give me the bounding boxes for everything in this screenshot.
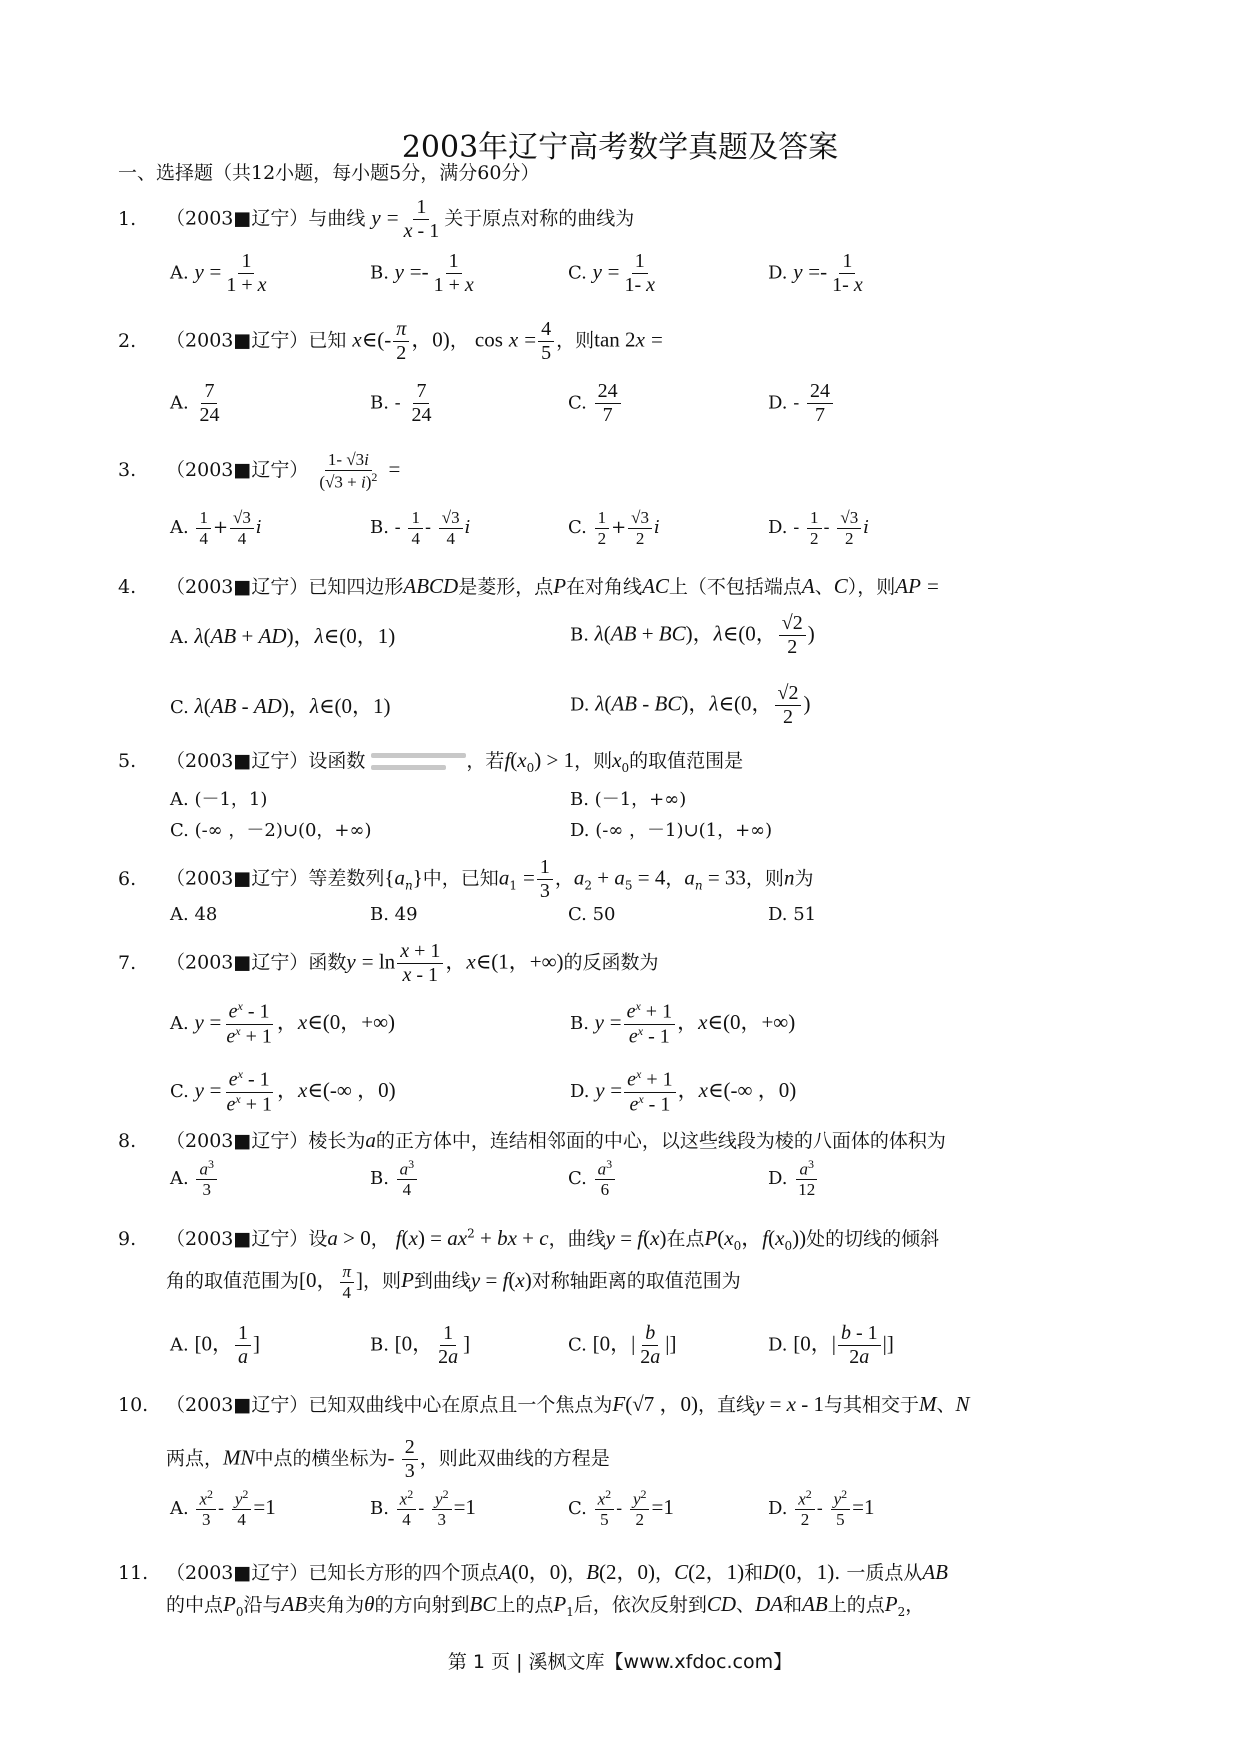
section-heading: 一、选择题（共12小题，每小题5分，满分60分） bbox=[118, 162, 540, 184]
q2-option-a: A. $\frac{7}{24}$ bbox=[170, 380, 220, 426]
q4-option-a: A. λ(AB + AD)，λ∈(0，1) bbox=[170, 624, 396, 648]
q9-option-c: C. [0，| $\frac{b}{2a}$ |] bbox=[568, 1322, 677, 1368]
q1-option-c: C. y = $\frac{1}{1- x}$ bbox=[568, 250, 656, 296]
question-3: 3. （2003■辽宁） $\frac{1- √3i}{(√3 + i)^2}$ = bbox=[118, 450, 401, 492]
question-7: 7. （2003■辽宁）函数y = ln $\frac{x + 1}{x - 1}$ ，x∈(1，+∞)的反函数为 bbox=[118, 940, 659, 986]
q5-option-a: A. (－1，1) bbox=[170, 789, 268, 810]
q4-option-c: C. λ(AB - AD)，λ∈(0，1) bbox=[170, 694, 391, 718]
q4-option-b: B. λ(AB + BC)，λ∈(0， $\frac{√2}{2}$ ) bbox=[570, 612, 815, 658]
q7-option-d: D. y = $\frac{e^x + 1}{e^x - 1}$ ，x∈(-∞ ，0) bbox=[570, 1067, 797, 1116]
q10-option-b: B. $\frac{x^2}{4}$ - $\frac{y^2}{3}$ =1 bbox=[370, 1487, 476, 1530]
q3-option-b: B. - $\frac{1}{4}$ - $\frac{√3}{4}$ i bbox=[370, 508, 471, 548]
q2-option-d: D. - $\frac{24}{7}$ bbox=[768, 380, 835, 427]
page-title: 2003年辽宁高考数学真题及答案 bbox=[401, 130, 839, 165]
question-10: 10. （2003■辽宁）已知双曲线中心在原点且一个焦点为F(√7 ，0)，直线y = x - 1与其相交于M、N bbox=[118, 1392, 970, 1416]
question-6: 6. （2003■辽宁）等差数列$\{a_n\}$中，已知$a_1$ = $\frac{1}{3}$ ，$a_2 + a_5 = 4$，$a_n = 33$，则n为 bbox=[118, 856, 814, 902]
q6-option-c: C. 50 bbox=[568, 904, 616, 925]
q6-option-a: A. 48 bbox=[170, 904, 218, 925]
question-11: 11. （2003■辽宁）已知长方形的四个顶点A(0，0)，B(2，0)，C(2，1)和D(0，1). 一质点从AB bbox=[118, 1560, 949, 1584]
page-footer: 第 1 页 | 溪枫文库【www.xfdoc.com】 bbox=[447, 1651, 793, 1673]
q10-option-c: C. $\frac{x^2}{5}$ - $\frac{y^2}{2}$ =1 bbox=[568, 1487, 674, 1530]
q1-option-a: A. y = $\frac{1}{1 + x}$ bbox=[170, 250, 267, 296]
question-9-line-2: 角的取值范围为[0， $\frac{\pi}{4}$ ]，则P到曲线y = f(x)对称轴距离的取值范围为 bbox=[166, 1262, 741, 1302]
q9-option-d: D. [0，| $\frac{b - 1}{2a}$ |] bbox=[768, 1322, 894, 1368]
q2-option-c: C. $\frac{24}{7}$ bbox=[568, 380, 623, 427]
piecewise-function-image bbox=[371, 747, 466, 777]
source-tag: （2003■辽宁） bbox=[166, 207, 309, 230]
q1-option-b: B. y =- $\frac{1}{1 + x}$ bbox=[370, 250, 474, 296]
q8-option-b: B. $\frac{a^3}{4}$ bbox=[370, 1158, 419, 1200]
q10-option-a: A. $\frac{x^2}{3}$ - $\frac{y^2}{4}$ =1 bbox=[170, 1487, 276, 1530]
q4-option-d: D. λ(AB - BC)，λ∈(0， $\frac{√2}{2}$ ) bbox=[570, 682, 811, 728]
q8-option-d: D. $\frac{a^3}{12}$ bbox=[768, 1157, 816, 1200]
q3-option-a: A. $\frac{1}{4}$ + $\frac{√3}{4}$ i bbox=[170, 508, 262, 548]
q6-option-d: D. 51 bbox=[768, 904, 817, 925]
question-1: 1. （2003■辽宁）与曲线 y = $\frac{1}{x - 1}$ 关于原点对称的曲线为 bbox=[118, 196, 635, 242]
question-10-line-2: 两点，MN中点的横坐标为- $\frac{2}{3}$ ，则此双曲线的方程是 bbox=[166, 1436, 610, 1482]
q3-option-d: D. - $\frac{1}{2}$ - $\frac{√3}{2}$ i bbox=[768, 508, 869, 548]
question-5: 5. （2003■辽宁）设函数 ，若$f(x_0) > 1$，则$x_0$的取值范围是 bbox=[118, 746, 743, 777]
q6-option-b: B. 49 bbox=[370, 904, 418, 925]
q2-option-b: B. - $\frac{7}{24}$ bbox=[370, 380, 432, 426]
q8-option-a: A. $\frac{a^3}{3}$ bbox=[170, 1158, 219, 1200]
q3-option-c: C. $\frac{1}{2}$ + $\frac{√3}{2}$ i bbox=[568, 508, 660, 548]
q5-option-b: B. (－1，+∞) bbox=[570, 789, 687, 810]
question-9: 9. （2003■辽宁）设a > 0， $f(x) = ax^2$ + bx + c，曲线y = f(x)在点$P(x_0$，$f(x_0)$)处的切线的倾斜 bbox=[118, 1226, 940, 1253]
q8-option-c: C. $\frac{a^3}{6}$ bbox=[568, 1158, 617, 1200]
q7-option-a: A. y = $\frac{e^x - 1}{e^x + 1}$ ，x∈(0，+∞) bbox=[170, 999, 396, 1048]
q9-option-b: B. [0， $\frac{1}{2a}$ ] bbox=[370, 1322, 471, 1368]
q10-option-d: D. $\frac{x^2}{2}$ - $\frac{y^2}{5}$ =1 bbox=[768, 1487, 875, 1530]
q5-option-d: D. (-∞ ，－1)∪(1，+∞) bbox=[570, 820, 773, 841]
question-8: 8. （2003■辽宁）棱长为a的正方体中，连结相邻面的中心，以这些线段为棱的八面体的体积为 bbox=[118, 1128, 946, 1152]
q5-option-c: C. (-∞ ，－2)∪(0，+∞) bbox=[170, 820, 372, 841]
q7-option-b: B. y = $\frac{e^x + 1}{e^x - 1}$ ，x∈(0，+∞) bbox=[570, 999, 796, 1048]
question-4: 4. （2003■辽宁）已知四边形ABCD是菱形，点P在对角线AC上（不包括端点A、C），则AP = bbox=[118, 574, 939, 598]
question-11-line-2: 的中点$P_0$沿与AB夹角为θ的方向射到BC上的点$P_1$后，依次反射到CD、DA和AB上的点$P_2$， bbox=[166, 1592, 925, 1619]
question-2: 2. （2003■辽宁）已知 x∈(- $\frac{\pi}{2}$ ，0)， cos x = $\frac{4}{5}$ ，则tan 2x = bbox=[118, 318, 663, 364]
q1-option-d: D. y =- $\frac{1}{1- x}$ bbox=[768, 250, 863, 296]
q7-option-c: C. y = $\frac{e^x - 1}{e^x + 1}$ ，x∈(-∞ ，0) bbox=[170, 1067, 396, 1116]
q9-option-a: A. [0， $\frac{1}{a}$ ] bbox=[170, 1322, 260, 1368]
